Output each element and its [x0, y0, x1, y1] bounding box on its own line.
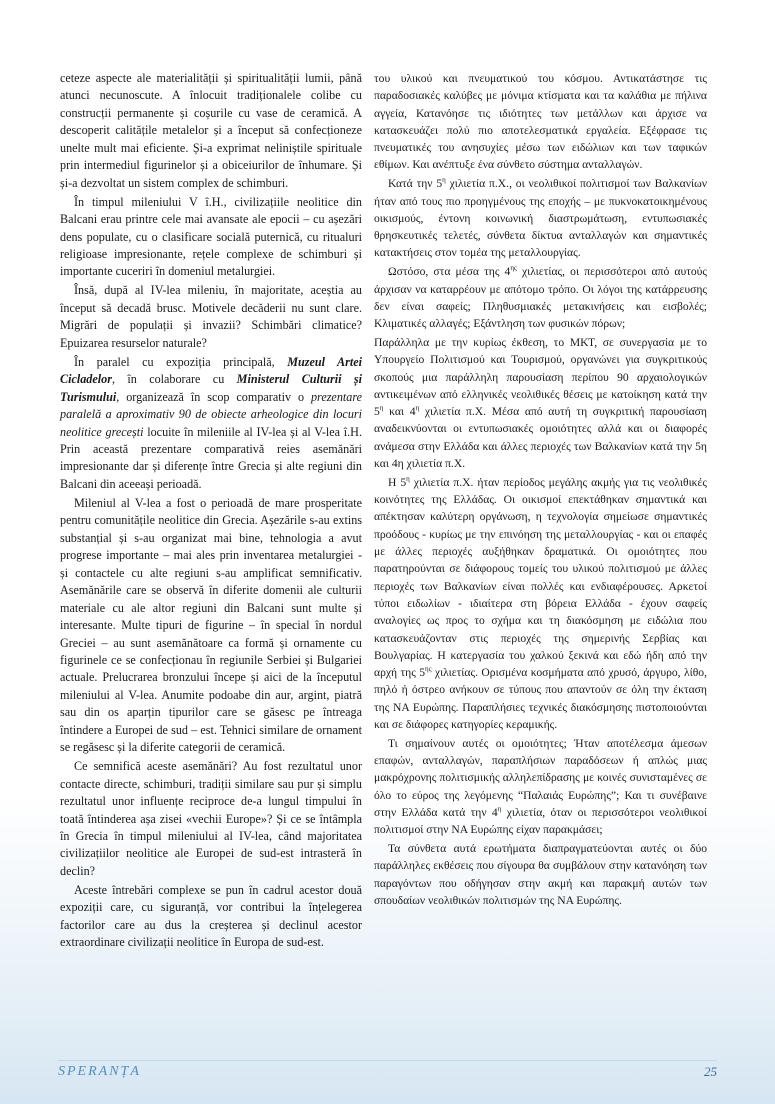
greek-column: [374, 70, 707, 911]
gr5-a: Η 5: [388, 475, 407, 489]
paragraph-gr-3: [374, 263, 707, 332]
gr4-c: χιλιετία π.Χ. Μέσα από αυτή τη συγκριτική παρουσίαση αναδεικνύονται οι εντυπωσιακές ομοιότητες αλλά και οι διαφορές ανάμεσα στην Ελλάδα και άλλες περιοχές των Βαλκανίων κατά την 5η και 4η χιλιετία π.Χ.: [374, 405, 707, 471]
paragraph-ro-6: Ce semnifică aceste asemănări? Au fost rezultatul unor contacte directe, schimburi, tradiții similare sau pur și simplu rezultatul unor influențe reciproce de-a lungul timpului în toată întinderea așa zisei «vechii Europe»? Și ce se întâmpla în Grecia în timpul mileniului al IV-lea, când majoritatea civilizațiilor neolitice ale Europei de sud-est intrasteră în declin?: [60, 759, 362, 878]
gr4-b: και 4: [383, 405, 416, 419]
gr4-sup1: η: [379, 404, 384, 413]
gr5-sup2: ης: [425, 665, 432, 674]
gr5-sup1: η: [406, 474, 410, 483]
footer-divider: [58, 1060, 717, 1061]
gr2-b: χιλιετία π.Χ., οι νεολιθικοί πολιτισμοί των Βαλκανίων ήταν από τους πιο προηγμένους της εποχής – με πυκνοκατοικημένους οικισμούς, έντονη κοινωνική διαστρωμάτωση, εντυπωσιακές θρησκευτικές τελετές, σύνθετα δίκτυα ανταλλαγών και σημαντικές κατακτήσεις στον τομέα της μεταλλουργίας.: [374, 177, 707, 260]
paragraph-gr-1: του υλικού και πνευματικού του κόσμου. Αντικατάστησε τις παραδοσιακές καλύβες με μόνιμα κτίσματα και τα καλάθια με πήλινα αγγεία, Κατανόησε τις ιδιότητες των μετάλλων και άρχισε να κατασκευάζει πολύ πιο αποτελεσματικά εργαλεία. Εξέφρασε τις πνευματικές του ανησυχίες μέσω των ειδώλιων και των ταφικών εθίμων. Και ανέπτυξε ένα σύνθετο σύστημα ανταλλαγών.: [374, 72, 707, 172]
p4-text-c: , organizează în scop comparativ o: [116, 389, 311, 404]
gr2-sup: η: [442, 176, 446, 185]
article-body: [60, 70, 740, 1055]
paragraph-ro-7: Aceste întrebări complexe se pun în cadrul acestor două expoziții care, cu siguranță, vor contribui la înțelegerea factorilor care au dus la creșterea și declinul acestor extraordinare civilizații neolitice în Europa de sud-est.: [60, 882, 362, 950]
gr5-b: χιλιετία π.Χ. ήταν περίοδος μεγάλης ακμής για τις νεολιθικές κοινότητες της Ελλάδας. Οι οικισμοί επεκτάθηκαν σημαντικά και απέκτησαν καλύτερη οργάνωση, η τεχνολογία σημείωσε σημαντικές προόδους - κυρίως με την επινόηση της μεταλλουργίας - και οι επαφές με άλλες περιοχές αυξήθηκαν δραματικά. Οι ομοιότητες που παρατηρούνται σε διάφορους τομείς του υλικού πολιτισμού με άλλες περιοχές των Βαλκανίων είναι πολλές και ενδιαφέρουσες. Αρκετοί τύποι ειδωλίων - ιδιαίτερα στη βόρεια Ελλάδα - έχουν σαφείς αναλογίες ως προς το σχήμα και τη διακόσμηση με ειδώλια που κατασκευάζονταν στις περιοχές της σημερινής Σερβίας και Βουλγαρίας. Η κατεργασία του χαλκού ξεκινά και εδώ ήδη από την αρχή της 5: [374, 475, 707, 680]
gr3-sup: ης: [510, 264, 517, 273]
museum-name: Muzeul Artei Cicladelor: [60, 354, 363, 387]
p4-text-b: , în colaborare cu: [111, 372, 237, 387]
page-number: 25: [704, 1064, 717, 1079]
gr5-c: χιλιετίας. Ορισμένα κοσμήματα από χρυσό, άργυρο, λίθο, πηλό ή όστρεο ανήκουν σε τύπους που απαντούν σε όλη την έκταση της ΝΑ Ευρώπης. Παραπλήσιες τεχνικές διακόσμησης πιστοποιούνται και σε διάφορες κατηγορίες κεραμικής.: [374, 666, 707, 731]
paragraph-gr-5: [374, 474, 707, 733]
gr2-a: Κατά την 5: [388, 177, 443, 191]
paragraph-ro-1: ceteze aspecte ale materialității și spiritualității lumii, până atunci necunoscute. A înlocuit tradiționalele colibe cu construcții permanente și coșurile cu vase de ceramică. A descoperit calitățile metalelor și a început să confecționeze unelte mult mai eficiente. Și-a exprimat neliniștile spirituale prin intermediul figurinelor și a obiceiurilor de înhumare. Și și-a dezvoltat un sistem complex de schimburi.: [60, 71, 362, 190]
paragraph-gr-7: Τα σύνθετα αυτά ερωτήματα διαπραγματεύονται αυτές οι δύο παράλληλες εκθέσεις που σίγουρα θα συμβάλουν στην κατανόηση των παραγόντων που οδήγησαν στην ακμή και παρακμή αυτών των σπουδαίων νεολιθικών πολιτισμών της ΝΑ Ευρώπης.: [374, 842, 707, 907]
gr6-b: χιλιετία, όταν οι περισσότεροι νεολιθικοί πολιτισμοί στην ΝΑ Ευρώπης είχαν παρακμάσει;: [374, 805, 707, 837]
parallel-exhibition-phrase: prezentare paralelă a aproximativ 90 de obiecte arheologice din locuri neolitice grecești: [60, 389, 362, 439]
gr3-a: Ωστόσο, στα μέσα της 4: [388, 265, 511, 279]
paragraph-gr-2: [374, 175, 707, 261]
gr4-sup2: η: [415, 404, 420, 413]
p4-text-a: În paralel cu expoziția principală,: [74, 354, 288, 369]
page-footer: [0, 1058, 775, 1104]
magazine-name: SPERANȚA: [58, 1064, 141, 1079]
paragraph-ro-4: [60, 354, 362, 494]
paragraph-gr-4: [374, 334, 707, 472]
p4-text-d: locuite în mileniile al IV-lea și al V-lea î.H. Prin această prezentare comparativă reies asemănări impresionante dar și diferențe între Grecia și alte regiuni din Balcani din aceeași perioadă.: [60, 424, 362, 491]
paragraph-ro-2: În timpul mileniului V î.H., civilizațiile neolitice din Balcani erau printre cele mai avansate ale epocii – cu așezări dens populate, cu o clasificare socială puternică, cu ritualuri religioase impresionante, rețele complexe de schimburi și importante cuceriri în domeniul metalurgiei.: [60, 194, 362, 279]
paragraph-ro-5: Mileniul al V-lea a fost o perioadă de mare prosperitate pentru comunitățile neolitice din Grecia. Așezările s-au extins substanțial și s-au organizat mai bine, tehnologia a avut progrese importante – mai ales prin inventarea metalurgiei - și contactele cu alte regiuni s-au amplificat semnificativ. Asemănările care se observă în diferite domenii ale culturii materiale cu ale altor regiuni din Balcani sunt multe și interesante. Multe tipuri de figurine – în special în nordul Greciei – au sunt asemănătoare ca formă și ornamente cu figurinele ce se confecționau în regiunile Serbiei și Bulgariei actuale. Prelucrarea bronzului începe și aici de la începutul mileniului al V-lea. Anumite podoabe din aur, argint, piatră sau din os aparțin tipurilor care se găsesc pe întreaga întindere a Europei de sud – est. Tehnici similare de ornament se regăsesc și la diferite categorii de ceramică.: [60, 495, 362, 755]
romanian-column: [60, 70, 362, 953]
paragraph-gr-6: [374, 735, 707, 839]
gr4-a: Παράλληλα με την κυρίως έκθεση, το ΜΚΤ, σε συνεργασία με το Υπουργείο Πολιτισμού και Τουρισμού, οργανώνει για συγκριτικούς σκοπούς μια παράλληλη παρουσίαση περίπου 90 αρχαιολογικών αντικειμένων από ελληνικές νεολιθικές θέσεις με κατοίκηση κατά την 5: [374, 335, 707, 419]
gr3-b: χιλιετίας, οι περισσότεροι από αυτούς άρχισαν να καταρρέουν με απότομο τρόπο. Οι λόγοι της κατάρρευσης δεν είναι σαφείς; Πληθυσμιακές μετακινήσεις και εισβολές; Κλιματικές αλλαγές; Εξάντληση των φυσικών πόρων;: [374, 265, 707, 331]
gr6-a: Τι σημαίνουν αυτές οι ομοιότητες; Ήταν αποτέλεσμα άμεσων επαφών, ανταλλαγών, παραπλήσιων παραδόσεων ή απλώς μιας μακρόχρονης πολιτισμικής αλληλεπίδρασης με κοινές συνισταμένες σε όλο το εύρος της λεγόμενης “Παλαιάς Ευρώπης”; Και τι συνέβαινε στην Ελλάδα κατά την 4: [374, 736, 707, 819]
paragraph-ro-3: Însă, după al IV-lea mileniu, în majoritate, aceștia au început să decadă brusc. Motivele decăderii nu sunt clare. Migrări de populații și invazii? Schimbări climatice? Epuizarea resurselor naturale?: [60, 283, 362, 350]
ministry-name: Ministerul Culturii și Turismului: [60, 372, 362, 404]
gr6-sup: η: [497, 805, 502, 814]
